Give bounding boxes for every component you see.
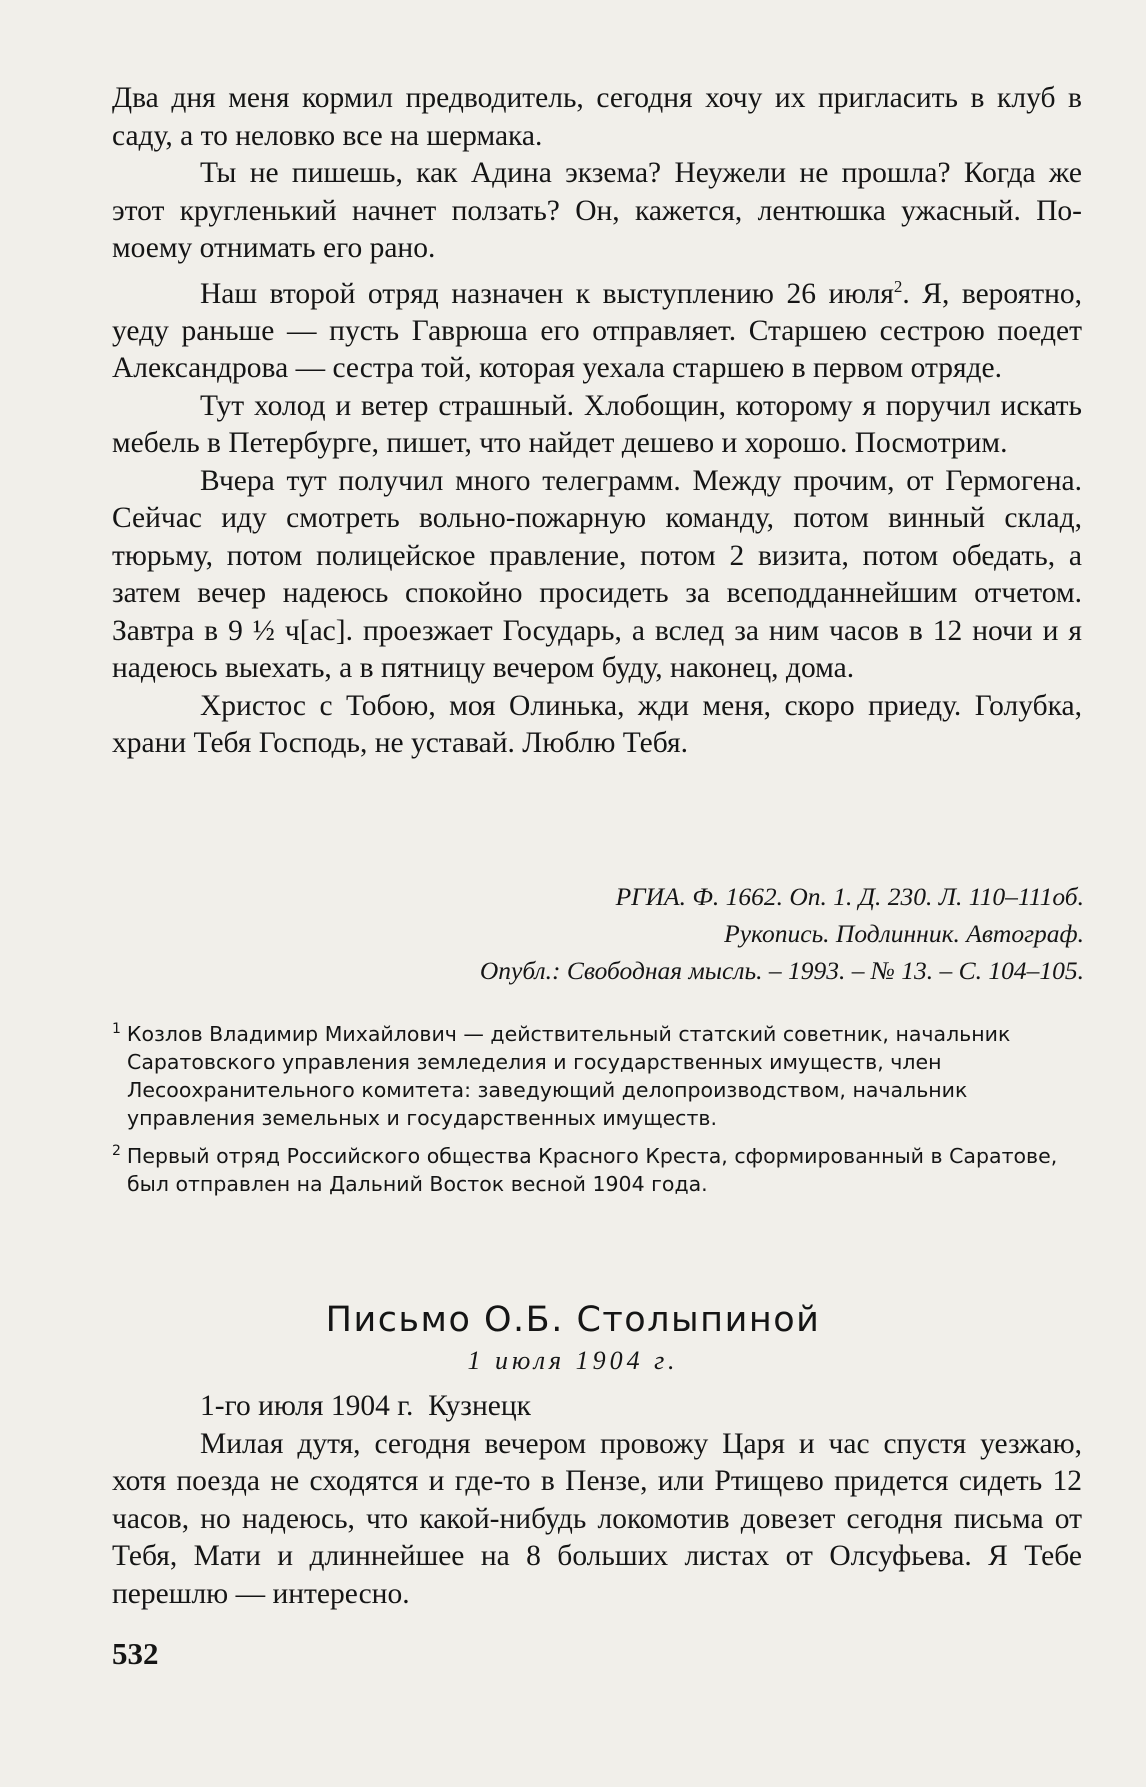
- letter-header-line: 1-го июля 1904 г. Кузнецк: [200, 1390, 531, 1422]
- paragraph: Милая дутя, сегодня вечером провожу Царя и час спустя уезжаю, хотя поезда не сходятся и где-то в Пензе, или Ртищево придется сидеть 12 часов, но надеюсь, что какой-нибудь локомотив довезет сегодня письма от Тебя, Мати и длиннейшее на 8 больших листах от Олсуфьева. Я Тебе перешлю — интересно.: [112, 1427, 1082, 1610]
- publication-reference: Опубл.: Свободная мысль. – 1993. – № 13. – С. 104–105.: [479, 956, 1084, 985]
- paragraph: Два дня меня кормил предводитель, сегодня хочу их пригласить в клуб в саду, а то неловко все на шермака.: [112, 82, 1082, 152]
- manuscript-note: Рукопись. Подлинник. Автограф.: [724, 919, 1084, 948]
- footnote-ref: 2: [893, 276, 903, 296]
- paragraph: Вчера тут получил много телеграмм. Между прочим, от Гермогена. Сейчас иду смотреть вольно-пожарную команду, потом винный склад, тюрьму, потом полицейское правление, потом 2 визита, потом обедать, а затем вечер надеюсь спокойно просидеть за всеподданнейшим отчетом. Завтра в 9 ½ ч[ас]. проезжает Государь, а вслед за ним часов в 12 ночи и я надеюсь выехать, а в пятницу вечером буду, наконец, дома.: [112, 464, 1082, 685]
- footnote: [112, 1137, 1082, 1198]
- footnote-text: Козлов Владимир Михайлович — действительный статский советник, начальник Саратовского управления земледелия и государственных имуществ, член Лесоохранительного комитета: заведующий делопроизводством, начальник управления земельных и государственных имуществ.: [126, 1022, 1011, 1130]
- footnote: [112, 1015, 1082, 1132]
- letter-body: [112, 1388, 1082, 1613]
- main-text: [112, 80, 1082, 763]
- footnotes: [112, 1015, 1082, 1203]
- letter-date: 1 июля 1904 г.: [467, 1346, 679, 1375]
- page-number: 532: [112, 1636, 159, 1671]
- footnote-number: 1: [112, 1021, 121, 1037]
- source-citation: [480, 878, 1084, 989]
- paragraph: Ты не пишешь, как Адина экзема? Неужели не прошла? Когда же этот кругленький начнет ползать? Он, кажется, лентюшка ужасный. По-моему отнимать его рано.: [112, 157, 1082, 264]
- paragraph: [112, 268, 1082, 388]
- footnote-number: 2: [112, 1143, 121, 1159]
- footnote-text: Первый отряд Российского общества Красного Креста, сформированный в Саратове, был отправлен на Дальний Восток весной 1904 года.: [126, 1144, 1058, 1196]
- paragraph: Тут холод и ветер страшный. Хлобощин, которому я поручил искать мебель в Петербурге, пишет, что найдет дешево и хорошо. Посмотрим.: [112, 389, 1082, 460]
- paragraph-text: . Я, вероятно, уеду раньше — пусть Гаврюша его отправляет. Старшею сестрою поедет Александрова — сестра той, которая уехала старшею в первом отряде.: [112, 277, 1082, 385]
- archive-reference: РГИА. Ф. 1662. Оп. 1. Д. 230. Л. 110–111об.: [615, 882, 1084, 911]
- paragraph: Христос с Тобою, моя Олинька, жди меня, скоро приеду. Голубка, храни Тебя Господь, не уставай. Люблю Тебя.: [112, 689, 1082, 760]
- letter-title: Письмо О.Б. Столыпиной: [325, 1300, 821, 1340]
- paragraph-text: Наш второй отряд назначен к выступлению 26 июля: [200, 277, 894, 310]
